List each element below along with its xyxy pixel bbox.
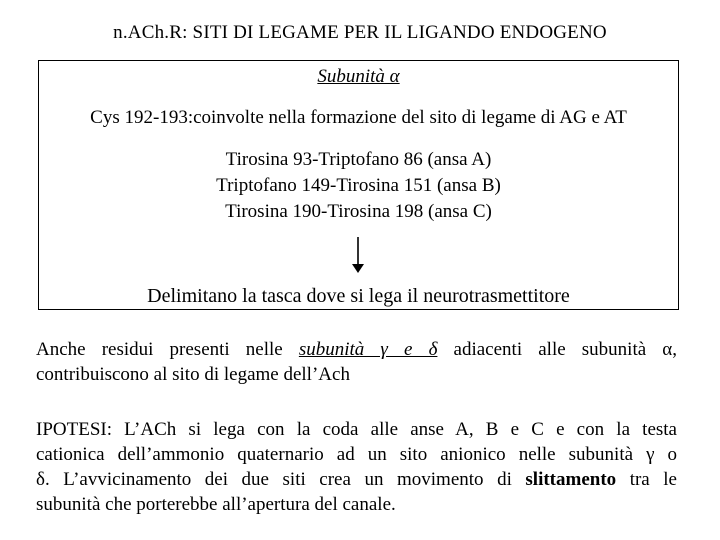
paragraph2-line1: IPOTESI: L’ACh si lega con la coda alle anse A, B e C e con la testa xyxy=(36,419,677,440)
page-title: n.ACh.R: SITI DI LEGAME PER IL LIGANDO ENDOGENO xyxy=(113,22,607,43)
paragraph1-line1-start: Anche residui presenti nelle xyxy=(36,339,299,360)
slittamento-emphasis: slittamento xyxy=(525,469,617,490)
paragraph2-line3 xyxy=(36,467,677,492)
paragraph2-line2: cationica dell’ammonio quaternario ad un sito anionico nelle subunità γ o xyxy=(36,444,677,465)
conclusion-line: Delimitano la tasca dove si lega il neurotrasmettitore xyxy=(147,285,570,307)
residue-pair-loop-a: Tirosina 93-Triptofano 86 (ansa A) xyxy=(225,149,492,170)
subunit-heading: Subunità α xyxy=(317,66,400,87)
paragraph2-line4: subunità che porterebbe all’apertura del canale. xyxy=(36,494,396,515)
hypothesis-paragraph xyxy=(36,417,677,517)
adjacent-subunits-paragraph xyxy=(36,337,677,387)
paragraph1-line2: contribuiscono al sito di legame dell’Ach xyxy=(36,364,350,385)
cys-line: Cys 192-193:coinvolte nella formazione del sito di legame di AG e AT xyxy=(90,107,627,128)
residue-pairs-list xyxy=(39,147,678,225)
paragraph1-line1 xyxy=(36,337,677,362)
paragraph1-line1-end: adiacenti alle subunità α, xyxy=(437,339,677,360)
paragraph2-line3-end: tra le xyxy=(616,469,677,490)
residue-pair-loop-c: Tirosina 190-Tirosina 198 (ansa C) xyxy=(225,201,492,222)
alpha-subunit-box xyxy=(38,60,679,310)
paragraph2-line3-start: δ. L’avvicinamento dei due siti crea un movimento di xyxy=(36,469,526,490)
residue-pair-loop-b: Triptofano 149-Tirosina 151 (ansa B) xyxy=(216,175,501,196)
gamma-delta-emphasis: subunità γ e δ xyxy=(298,339,438,360)
arrow-down-icon xyxy=(349,237,367,273)
